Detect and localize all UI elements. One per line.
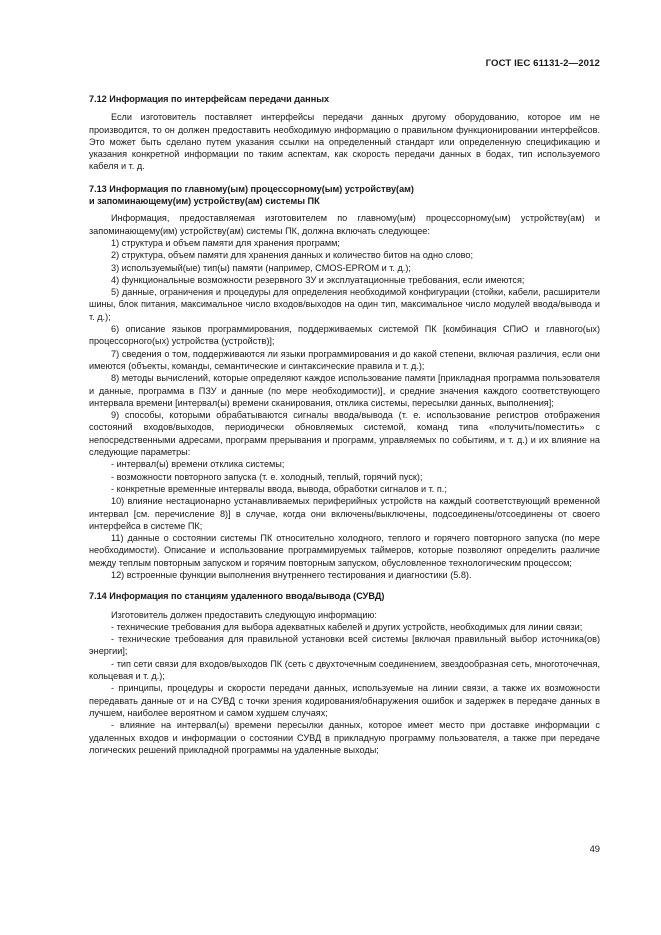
list-item: 4) функциональные возможности резервного ЗУ и эксплуатационные требования, если имеются; xyxy=(111,274,525,285)
section-heading-7-13-line2: и запоминающему(им) устройству(ам) системы ПК xyxy=(89,196,320,207)
list-item: - принципы, процедуры и скорости передачи данных, используемые на линии связи, а также их возможности передавать данные от и на СУВД с точки зрения кодирования/обнаружения ошибок и задержек в передаче данных в лучшем, наиболее вероятном и самом худшем случаях; xyxy=(89,683,600,718)
list-item: 10) влияние нестационарно устанавливаемых периферийных устройств на каждый соответствующий временной интервал [см. перечисление 8)] в случае, когда они включены/выключены, подсоединены/отсоединены от своего интерфейса в системе ПК; xyxy=(89,496,600,531)
list-item: - технические требования для выбора адекватных кабелей и других устройств, необходимых для линии связи; xyxy=(111,621,583,632)
list-item: 1) структура и объем памяти для хранения программ; xyxy=(111,237,340,248)
list-item: 2) структура, объем памяти для хранения данных и количество битов на одно слово; xyxy=(111,250,474,261)
section-heading-7-13-line1: 7.13 Информация по главному(ым) процессорному(ым) устройству(ам) xyxy=(89,183,414,194)
sub-list-item: - возможности повторного запуска (т. е. холодный, теплый, горячий пуск); xyxy=(111,471,423,482)
list-item: 3) используемый(ые) тип(ы) памяти (например, CMOS-EPROM и т. д.); xyxy=(111,262,411,273)
sub-list-item: - конкретные временные интервалы ввода, вывода, обработки сигналов и т. п.; xyxy=(111,483,447,494)
section-heading-7-14: 7.14 Информация по станциям удаленного ввода/вывода (СУВД) xyxy=(89,591,385,602)
section-7-12-paragraph: Если изготовитель поставляет интерфейсы передачи данных другому оборудованию, которое им не производится, то он должен предоставить необходимую информацию о правильном функционировании интерфейсов. Это может быть сделано путем указания ссылки на определенный стандарт или определенную спецификацию и указания конкретной информации по таким аспектам, как скорость передачи данных в бодах, тип используемого кабеля и т. д. xyxy=(89,112,600,172)
section-7-14-intro: Изготовитель должен предоставить следующую информацию: xyxy=(111,609,377,620)
section-heading-7-12: 7.12 Информация по интерфейсам передачи данных xyxy=(89,94,330,104)
list-item: 5) данные, ограничения и процедуры для определения необходимой конфигурации (стойки, кабели, расширители шины, блок питания, максимальное число входов/выходов на один тип, максимальное число модулей ввода/вывода и т. д.); xyxy=(89,287,600,322)
list-item: 8) методы вычислений, которые определяют каждое использование памяти [прикладная программа пользователя и данные, программа в ПЗУ и данные (по мере необходимости)], и средние значения каждого соответствующего интервала времени [интервал(ы) времени сканирования, отклика системы, пересылки данных, выполнения]; xyxy=(89,373,600,408)
list-item: 9) способы, которыми обрабатываются сигналы ввода/вывода (т. е. использование регистров отображения состояний входов/выходов, периодически обновляемых системой, команд типа «получить/поместить» с непосредственными адресами, программ прерывания и программ, управляемых по событиям, и т. д.) и их влияние на следующие параметры: xyxy=(89,410,600,458)
section-heading-7-13 xyxy=(89,183,600,208)
list-item: 7) сведения о том, поддерживаются ли языки программирования и до какой степени, включая различия, если они имеются (объекты, команды, семантические и синтаксические правила и т. д.); xyxy=(89,348,600,371)
list-item: - влияние на интервал(ы) времени пересылки данных, которое имеет место при доставке информации с удаленных входов и информации о состоянии СУВД в прикладную программу пользователя, а также при передаче логических решений прикладной программы на удаленные выходы; xyxy=(89,720,600,755)
page-body xyxy=(89,52,600,756)
list-item: 11) данные о состоянии системы ПК относительно холодного, теплого и горячего повторного запуска (по мере необходимости). Описание и использование программируемых таймеров, которые позволяют определить различие между теплым повторным запуском и горячим повторным запуском, обусловленное технологическим процессом; xyxy=(89,533,600,568)
list-item: - технические требования для правильной установки всей системы [включая правильный выбор источника(ов) энергии]; xyxy=(89,634,600,657)
list-item: 12) встроенные функции выполнения внутреннего тестирования и диагностики (5.8). xyxy=(111,569,472,580)
list-item: 6) описание языков программирования, поддерживаемых системой ПК [комбинация СПиО и главного(ых) процессорного(ых) устройства (устройств)]; xyxy=(89,324,600,347)
sub-list-item: - интервал(ы) времени отклика системы; xyxy=(111,459,285,470)
list-item: - тип сети связи для входов/выходов ПК (сеть с двухточечным соединением, звездообразная сеть, многоточечная, кольцевая и т. д.); xyxy=(89,658,600,682)
page-number: 49 xyxy=(589,843,600,854)
document-header: ГОСТ IEC 61131-2—2012 xyxy=(485,58,600,69)
section-7-13-intro: Информация, предоставляемая изготовителем по главному(ым) процессорному(ым) устройству(ам) и запоминающему(им) устройству(ам) системы ПК, должна включать следующее: xyxy=(89,213,600,236)
